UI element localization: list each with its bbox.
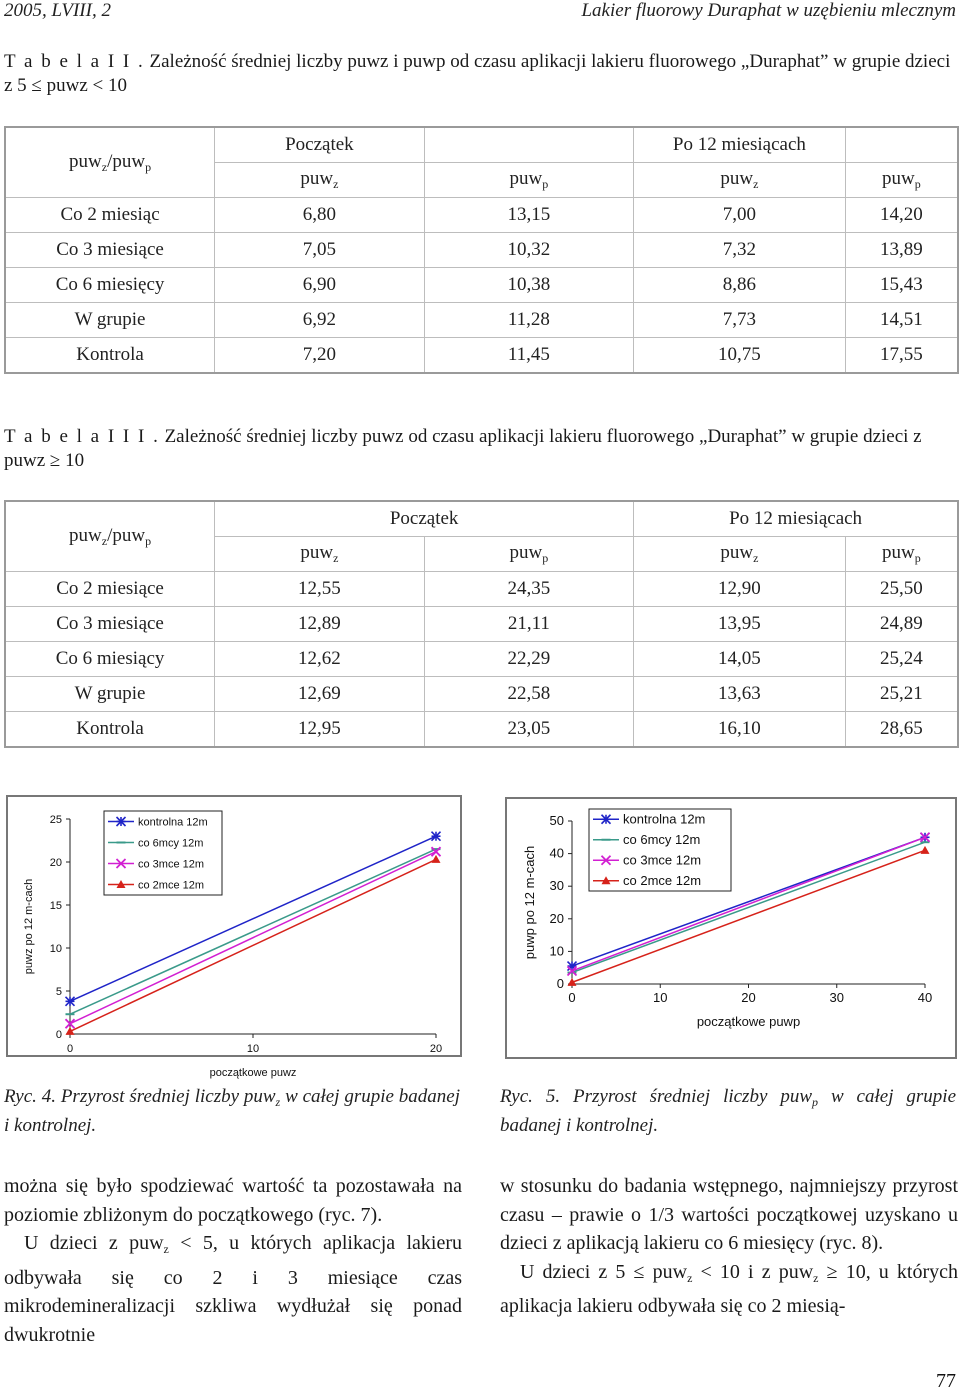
table3-row-label: Co 2 miesiące [5, 572, 215, 607]
x-tick-label: 0 [66, 1043, 74, 1055]
table2-cell: 17,55 [845, 338, 958, 374]
legend-label: co 2mce 12m [623, 872, 702, 888]
table2-row-label: Kontrola [5, 338, 215, 374]
table2-cell: 7,00 [634, 198, 846, 233]
table3-cell: 28,65 [845, 712, 958, 748]
figure-4-svg [8, 797, 460, 1079]
table2 [4, 126, 959, 374]
data-point [921, 846, 930, 854]
y-tick-label: 30 [549, 878, 564, 894]
table2-cell: 10,32 [424, 233, 633, 268]
data-point [432, 832, 441, 841]
legend [589, 809, 731, 891]
table3-col-puwz: puw$_z$ [215, 537, 425, 572]
table2-row [5, 268, 958, 303]
x-tick-label: 30 [829, 990, 844, 1005]
table3-cell: 23,05 [424, 712, 634, 748]
table2-cell: 8,86 [634, 268, 846, 303]
figure-4-caption: Ryc. 4. Przyrost średniej liczby puw$_z$ w całej grupie badanej i kontrolnej. [4, 1086, 461, 1136]
x-tick-label: 10 [246, 1043, 260, 1055]
y-tick-label: 0 [55, 1029, 62, 1041]
data-point [66, 1027, 75, 1035]
table3-cell: 24,35 [424, 572, 634, 607]
y-tick-label: 10 [49, 943, 62, 955]
table2-cell: 13,15 [424, 198, 633, 233]
table3-cell: 13,95 [634, 607, 846, 642]
body-left-paragraph-1: można się było spodziewać wartość ta pozostawała na poziomie zbliżonym do początkowego (ryc. 7). [4, 1175, 462, 1226]
y-tick-label: 15 [49, 900, 62, 912]
body-right-paragraph-1: w stosunku do badania wstępnego, najmniejszy przyrost czasu – prawie o 1/3 wartości początkowej uzyskano u dzieci z aplikacją lakieru co 6 miesięcy (ryc. 8). [500, 1175, 958, 1254]
table2-cell: 6,92 [215, 303, 425, 338]
y-tick-label: 20 [549, 910, 564, 926]
legend-marker [117, 817, 126, 826]
table3-col-puwz-12m: puw$_z$ [634, 537, 846, 572]
table2-cell: 7,05 [215, 233, 425, 268]
body-right-paragraph-2: U dzieci z 5 ≤ puw$_z$ < 10 i z puw$_z$ ≥ 10, u których aplikacja lakieru odbywała się co 2 miesią- [500, 1260, 959, 1317]
table3-corner-header: puw$_z$/puw$_p$ [5, 501, 215, 572]
y-tick-label: 50 [549, 813, 564, 828]
legend-label: co 6mcy 12m [623, 831, 701, 847]
legend-label: co 2mce 12m [138, 879, 205, 892]
legend-label: kontrolna 12m [623, 811, 706, 827]
journal-issue: 2005, LVIII, 2 [4, 0, 111, 21]
table3-cell: 14,05 [634, 642, 846, 677]
x-axis-label: początkowe puwz [209, 1067, 297, 1079]
table2-group-12m: Po 12 miesiącach [634, 127, 846, 163]
table3-row [5, 642, 958, 677]
legend-label: kontrolna 12m [138, 816, 208, 829]
table2-cell: 15,43 [845, 268, 958, 303]
table2-cell: 13,89 [845, 233, 958, 268]
table3-row-label: Kontrola [5, 712, 215, 748]
x-tick-label: 20 [429, 1043, 443, 1055]
legend-label: co 3mce 12m [623, 852, 702, 868]
legend-marker [602, 815, 611, 824]
table3-group-start: Początek [215, 501, 634, 537]
table3-row [5, 677, 958, 712]
table3-cell: 12,62 [215, 642, 425, 677]
table2-col-puwp: puw$_p$ [424, 163, 633, 198]
table3-col-puwp: puw$_p$ [424, 537, 634, 572]
x-tick-label: 20 [741, 990, 756, 1005]
table2-row-label: Co 3 miesiące [5, 233, 215, 268]
table2-row [5, 303, 958, 338]
x-tick-label: 40 [917, 990, 933, 1005]
table2-row-label: W grupie [5, 303, 215, 338]
body-column-left [4, 1172, 462, 1349]
table2-cell: 10,75 [634, 338, 846, 374]
table2-cell: 6,80 [215, 198, 425, 233]
table2-caption-text: Zależność średniej liczby puwz i puwp od czasu aplikacji lakieru fluorowego „Duraphat” w grupie dzieci z 5 ≤ puwz < 10 [4, 51, 951, 96]
figure-5-svg [507, 799, 955, 1057]
table3-cell: 21,11 [424, 607, 634, 642]
y-tick-label: 10 [549, 943, 564, 959]
table3-cell: 13,63 [634, 677, 846, 712]
x-axis-label: początkowe puwp [696, 1014, 801, 1029]
table3-row [5, 572, 958, 607]
table2-group-spacer [845, 127, 958, 163]
table2-col-puwz: puw$_z$ [215, 163, 425, 198]
page-number: 77 [936, 1370, 956, 1392]
table3-cell: 25,24 [845, 642, 958, 677]
table3-cell: 22,58 [424, 677, 634, 712]
table3-row-label: Co 6 miesiący [5, 642, 215, 677]
table3 [4, 500, 959, 748]
figure-5-chart [505, 797, 957, 1059]
table2-row [5, 233, 958, 268]
table2-group-spacer [424, 127, 633, 163]
table2-corner-header: puw$_z$/puw$_p$ [5, 127, 215, 198]
table2-cell: 11,45 [424, 338, 633, 374]
legend [104, 811, 222, 895]
table2-cell: 10,38 [424, 268, 633, 303]
table3-label: T a b e l a I I I . [4, 426, 160, 447]
table3-group-12m: Po 12 miesiącach [634, 501, 958, 537]
table2-cell: 14,20 [845, 198, 958, 233]
table3-cell: 12,89 [215, 607, 425, 642]
table2-cell: 7,20 [215, 338, 425, 374]
y-axis-label: puwp po 12 m-cach [522, 845, 537, 960]
y-tick-label: 20 [49, 857, 62, 869]
table2-row [5, 338, 958, 374]
running-title: Lakier fluorowy Duraphat w uzębieniu mlecznym [581, 0, 956, 21]
table3-row [5, 712, 958, 748]
table3-cell: 12,95 [215, 712, 425, 748]
legend-label: co 3mce 12m [138, 858, 205, 871]
table3-row-label: W grupie [5, 677, 215, 712]
table2-row-label: Co 2 miesiąc [5, 198, 215, 233]
x-tick-label: 10 [653, 990, 668, 1005]
table3-row-label: Co 3 miesiące [5, 607, 215, 642]
table3-cell: 25,21 [845, 677, 958, 712]
table3-row [5, 607, 958, 642]
table2-caption [4, 50, 960, 98]
table3-cell: 12,69 [215, 677, 425, 712]
table3-cell: 22,29 [424, 642, 634, 677]
y-tick-label: 25 [49, 814, 62, 826]
y-tick-label: 40 [549, 845, 564, 861]
table3-col-puwp-12m: puw$_p$ [845, 537, 958, 572]
table2-row-label: Co 6 miesięcy [5, 268, 215, 303]
table3-cell: 24,89 [845, 607, 958, 642]
data-point [66, 997, 75, 1006]
table2-cell: 6,90 [215, 268, 425, 303]
table2-cell: 14,51 [845, 303, 958, 338]
table3-cell: 12,55 [215, 572, 425, 607]
table2-label: T a b e l a I I . [4, 51, 145, 72]
table2-col-puwz-12m: puw$_z$ [634, 163, 846, 198]
legend-label: co 6mcy 12m [138, 837, 204, 850]
x-tick-label: 0 [568, 990, 576, 1005]
table3-caption [4, 425, 960, 473]
table3-caption-text: Zależność średniej liczby puwz od czasu aplikacji lakieru fluorowego „Duraphat” w grupie dzieci z puwz ≥ 10 [4, 426, 922, 471]
table3-cell: 25,50 [845, 572, 958, 607]
table3-cell: 16,10 [634, 712, 846, 748]
y-axis-label: puwz po 12 m-cach [23, 878, 35, 975]
table2-cell: 7,32 [634, 233, 846, 268]
table2-cell: 7,73 [634, 303, 846, 338]
running-header [4, 0, 956, 22]
body-column-right [500, 1172, 958, 1321]
figure-4-chart [6, 795, 462, 1079]
body-left-paragraph-2: U dzieci z puw$_z$ < 5, u których aplikacja lakieru odbywała się co 2 i 3 miesiące czas mikrodemineralizacji szkliwa wydłużał się ponad dwukrotnie [4, 1232, 463, 1346]
y-tick-label: 5 [55, 986, 62, 998]
table2-row [5, 198, 958, 233]
table3-cell: 12,90 [634, 572, 846, 607]
table2-col-puwp-12m: puw$_p$ [845, 163, 958, 198]
table2-cell: 11,28 [424, 303, 633, 338]
figure-5-caption: Ryc. 5. Przyrost średniej liczby puw$_p$ w całej grupie badanej i kontrolnej. [500, 1086, 957, 1136]
y-tick-label: 0 [556, 976, 564, 991]
table2-group-start: Początek [215, 127, 425, 163]
data-point [432, 855, 441, 863]
